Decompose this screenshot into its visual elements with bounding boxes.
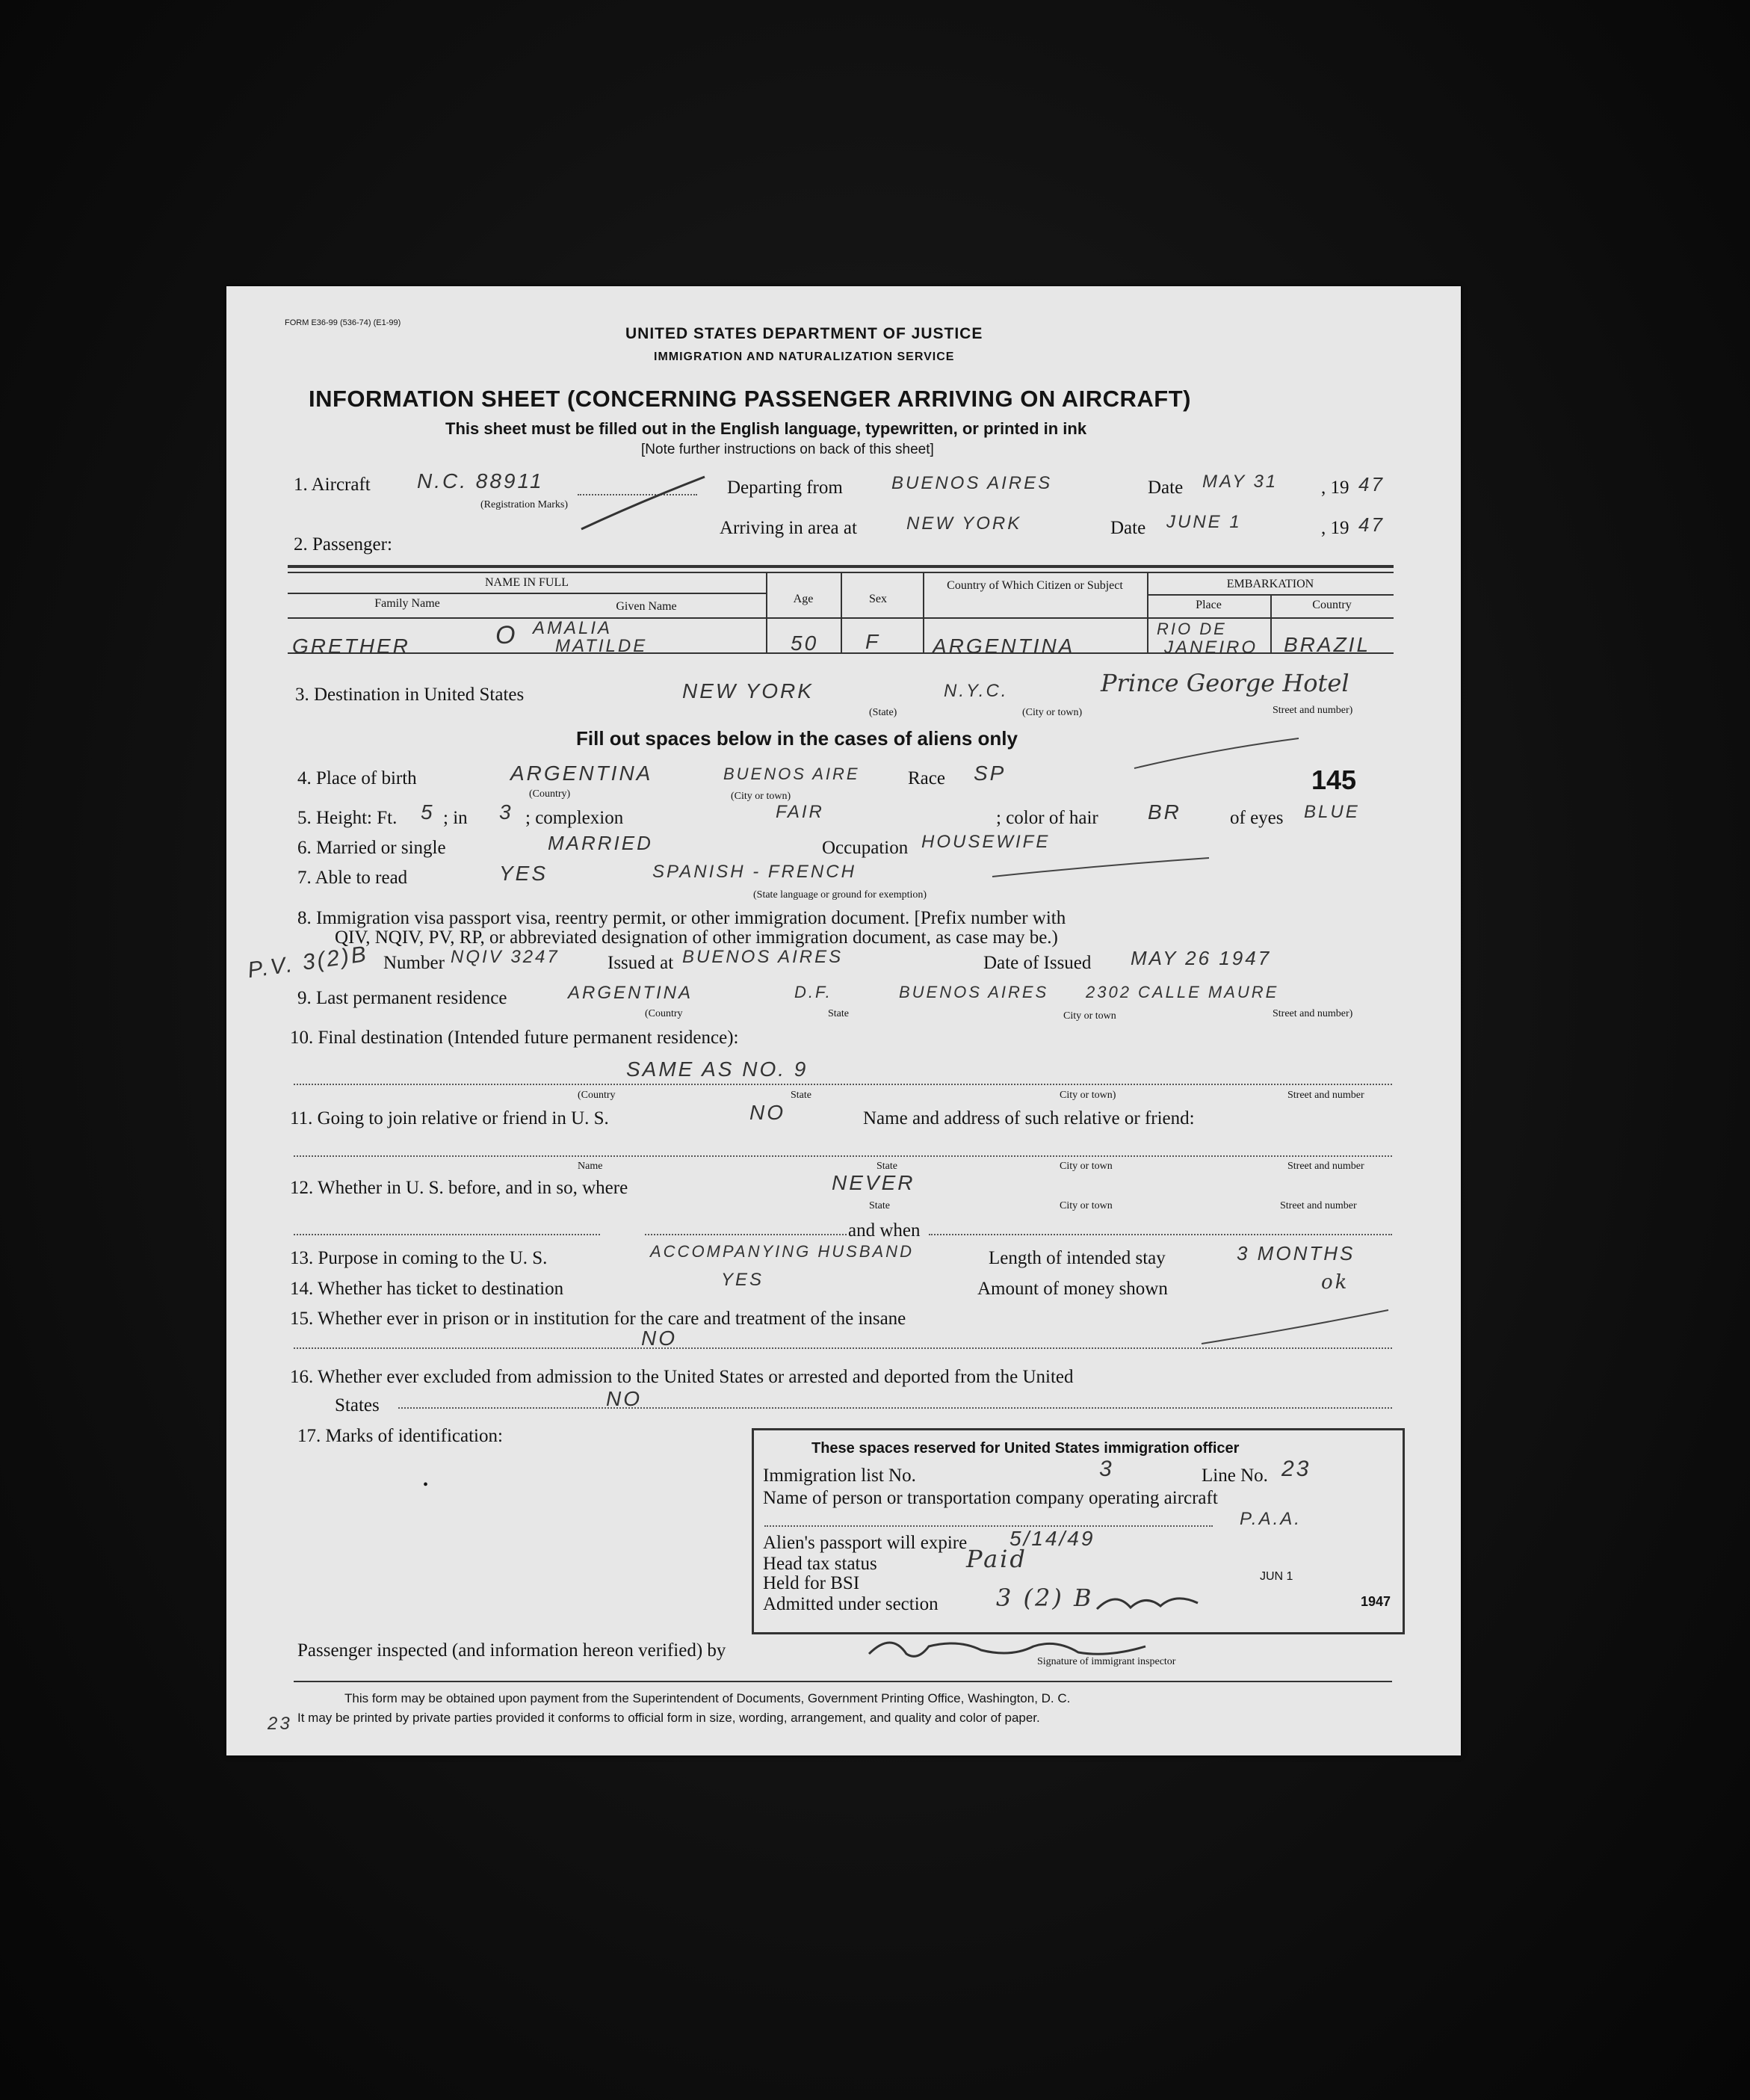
passport-expire-value: 5/14/49 xyxy=(1010,1527,1095,1550)
company-value: P.A.A. xyxy=(1240,1509,1302,1529)
read-languages-value: SPANISH - FRENCH xyxy=(652,862,856,882)
given-name-value-1: AMALIA xyxy=(533,618,613,638)
birth-city-caption: (City or town) xyxy=(731,791,791,802)
given-name-value-2: MATILDE xyxy=(555,636,648,656)
destination-state-value: NEW YORK xyxy=(682,679,814,702)
city-caption: (City or town) xyxy=(1022,707,1083,718)
previous-visit-value: NEVER xyxy=(832,1171,915,1194)
aircraft-pen-stroke xyxy=(578,473,712,533)
race-pen-stroke xyxy=(1131,735,1302,772)
street-caption: Street and number) xyxy=(1273,705,1353,716)
birth-city-value: BUENOS AIRE xyxy=(723,765,860,783)
age-value: 50 xyxy=(791,631,819,655)
form-number: FORM E36-99 (536-74) (E1-99) xyxy=(285,318,401,327)
inspection-label: Passenger inspected (and information hereon verified) by xyxy=(297,1640,726,1661)
arriving-date-label: Date xyxy=(1110,518,1146,538)
join-relative-label: 11. Going to join relative or friend in U. S. xyxy=(290,1108,609,1128)
col-divider-citizen xyxy=(923,572,924,654)
page-title: INFORMATION SHEET (CONCERNING PASSENGER ARRIVING ON AIRCRAFT) xyxy=(309,386,1191,412)
family-name-value: GRETHER xyxy=(292,634,410,658)
excluded-value: NO xyxy=(606,1387,642,1410)
stamped-number: 145 xyxy=(1311,765,1357,795)
destination-street-value: Prince George Hotel xyxy=(1101,669,1349,697)
sex-value: F xyxy=(865,630,881,653)
footer-rule xyxy=(294,1681,1392,1682)
aliens-only-heading: Fill out spaces below in the cases of aliens only xyxy=(576,727,1018,750)
head-tax-value: Paid xyxy=(966,1545,1027,1573)
stamp-year: 1947 xyxy=(1361,1594,1391,1609)
passenger-label: 2. Passenger: xyxy=(294,534,392,555)
previous-street-caption: Street and number xyxy=(1280,1200,1357,1211)
arriving-at-value: NEW YORK xyxy=(906,513,1022,534)
visa-margin-note: P.V. 3(2)B xyxy=(246,941,370,983)
relative-dots xyxy=(294,1155,1392,1157)
final-destination-value: SAME AS NO. 9 xyxy=(626,1057,808,1081)
departing-date-label: Date xyxy=(1148,478,1184,498)
name-in-full-header: NAME IN FULL xyxy=(485,576,569,589)
read-pen-stroke xyxy=(989,854,1213,884)
and-when-label: and when xyxy=(848,1220,921,1241)
company-dots xyxy=(764,1525,1213,1527)
residence-city-value: BUENOS AIRES xyxy=(899,983,1049,1001)
read-label: 7. Able to read xyxy=(297,868,408,888)
complexion-label: ; complexion xyxy=(525,808,624,828)
destination-city-value: N.Y.C. xyxy=(944,681,1009,701)
aircraft-label: 1. Aircraft xyxy=(294,475,371,495)
margin-mark: 23 xyxy=(268,1714,292,1734)
residence-street-value: 2302 CALLE MAURE xyxy=(1086,983,1279,1001)
relative-street-caption: Street and number xyxy=(1287,1161,1364,1172)
col-divider-age xyxy=(766,572,767,654)
table-top-rule xyxy=(288,565,1394,568)
residence-state-value: D.F. xyxy=(794,983,832,1001)
place-value-1: RIO DE xyxy=(1157,620,1227,638)
height-ft-value: 5 xyxy=(421,800,435,824)
immigration-list-value: 3 xyxy=(1099,1457,1114,1481)
hair-label: ; color of hair xyxy=(996,808,1098,828)
admitted-section-label: Admitted under section xyxy=(763,1594,939,1614)
residence-state-caption: State xyxy=(828,1008,849,1019)
final-destination-label: 10. Final destination (Intended future permanent residence): xyxy=(290,1028,739,1048)
birth-country-caption: (Country) xyxy=(529,788,571,800)
stay-label: Length of intended stay xyxy=(989,1248,1166,1268)
visa-date-value: MAY 26 1947 xyxy=(1131,947,1272,969)
relative-state-caption: State xyxy=(876,1161,897,1172)
stay-value: 3 MONTHS xyxy=(1237,1242,1355,1264)
money-value: ok xyxy=(1321,1271,1349,1294)
previous-state-caption: State xyxy=(869,1200,890,1211)
immigration-list-label: Immigration list No. xyxy=(763,1466,916,1486)
age-header: Age xyxy=(793,593,814,605)
occupation-label: Occupation xyxy=(822,838,909,858)
residence-country-caption: (Country xyxy=(645,1008,683,1019)
footer-line-1: This form may be obtained upon payment from the Superintendent of Documents, Government Printing Office, Washington, D. C. xyxy=(344,1691,1071,1705)
line-number-label: Line No. xyxy=(1202,1466,1268,1486)
col-divider-sex xyxy=(841,572,842,654)
previous-dots-3 xyxy=(929,1234,1392,1235)
residence-city-caption: City or town xyxy=(1063,1010,1116,1022)
company-label: Name of person or transportation company operating aircraft xyxy=(763,1488,1218,1508)
read-value: YES xyxy=(499,862,548,885)
purpose-value: ACCOMPANYING HUSBAND xyxy=(650,1242,914,1261)
last-residence-label: 9. Last permanent residence xyxy=(297,988,507,1008)
visa-date-label: Date of Issued xyxy=(983,953,1092,973)
relative-name-label: Name and address of such relative or friend: xyxy=(863,1108,1195,1128)
read-caption: (State language or ground for exemption) xyxy=(753,889,927,901)
birth-country-value: ARGENTINA xyxy=(510,762,653,785)
citizen-value: ARGENTINA xyxy=(933,634,1075,658)
visa-text-1: 8. Immigration visa passport visa, reentry permit, or other immigration document. [Prefix number with xyxy=(297,908,1066,928)
arriving-date-value: JUNE 1 xyxy=(1166,512,1242,532)
final-street-caption: Street and number xyxy=(1287,1090,1364,1101)
arriving-year-value: 47 xyxy=(1358,513,1385,536)
ticket-label: 14. Whether has ticket to destination xyxy=(290,1279,564,1299)
identification-label: 17. Marks of identification: xyxy=(297,1426,503,1446)
country-header: Country xyxy=(1312,599,1352,611)
arriving-year-prefix: , 19 xyxy=(1321,518,1349,538)
passport-expire-label: Alien's passport will expire xyxy=(763,1533,968,1553)
relative-city-caption: City or town xyxy=(1060,1161,1113,1172)
arriving-label: Arriving in area at xyxy=(720,518,857,538)
place-value-2: JANEIRO xyxy=(1164,637,1258,658)
occupation-value: HOUSEWIFE xyxy=(921,832,1051,852)
prison-value: NO xyxy=(641,1327,677,1350)
visa-number-value: NQIV 3247 xyxy=(451,947,560,967)
marital-label: 6. Married or single xyxy=(297,838,446,858)
circle-mark: O xyxy=(495,621,516,649)
instruction-text: This sheet must be filled out in the English language, typewritten, or printed in ink xyxy=(445,419,1087,438)
aircraft-value: N.C. 88911 xyxy=(417,469,544,492)
service-title: IMMIGRATION AND NATURALIZATION SERVICE xyxy=(654,350,955,363)
embarkation-header: EMBARKATION xyxy=(1226,578,1314,590)
complexion-value: FAIR xyxy=(776,802,824,822)
eyes-value: BLUE xyxy=(1304,802,1360,822)
held-bsi-label: Held for BSI xyxy=(763,1573,860,1593)
money-label: Amount of money shown xyxy=(977,1279,1168,1299)
visa-number-label: Number xyxy=(383,953,445,973)
departing-year-value: 47 xyxy=(1358,473,1385,495)
ticket-value: YES xyxy=(721,1270,764,1290)
previous-city-caption: City or town xyxy=(1060,1200,1113,1211)
join-relative-value: NO xyxy=(749,1101,785,1124)
residence-street-caption: Street and number) xyxy=(1273,1008,1353,1019)
race-value: SP xyxy=(974,762,1007,785)
place-header: Place xyxy=(1196,599,1222,611)
name-header-rule xyxy=(288,593,766,594)
relative-name-caption: Name xyxy=(578,1161,603,1172)
family-name-header: Family Name xyxy=(374,597,440,610)
head-tax-label: Head tax status xyxy=(763,1554,877,1574)
marital-value: MARRIED xyxy=(548,832,653,854)
eyes-label: of eyes xyxy=(1230,808,1284,828)
prison-label: 15. Whether ever in prison or in institution for the care and treatment of the insane xyxy=(290,1309,906,1329)
registration-caption: (Registration Marks) xyxy=(480,499,569,510)
final-state-caption: State xyxy=(791,1090,811,1101)
purpose-label: 13. Purpose in coming to the U. S. xyxy=(290,1248,548,1268)
visa-issued-value: BUENOS AIRES xyxy=(682,947,844,967)
race-label: Race xyxy=(908,768,945,788)
departing-from-value: BUENOS AIRES xyxy=(891,473,1053,493)
previous-visit-label: 12. Whether in U. S. before, and in so, where xyxy=(290,1178,628,1198)
officer-box-title: These spaces reserved for United States immigration officer xyxy=(811,1440,1240,1457)
previous-dots-1 xyxy=(294,1234,600,1235)
excluded-dots xyxy=(398,1407,1392,1409)
visa-text-2: QIV, NQIV, PV, RP, or abbreviated designation of other immigration document, as case may be.) xyxy=(335,927,1058,948)
previous-dots-2 xyxy=(645,1234,847,1235)
departing-label: Departing from xyxy=(727,478,843,498)
information-sheet xyxy=(226,286,1461,1755)
admitted-section-value: 3 (2) B xyxy=(996,1584,1094,1612)
visa-issued-label: Issued at xyxy=(607,953,674,973)
height-in-label: ; in xyxy=(443,808,468,828)
departing-date-value: MAY 31 xyxy=(1202,472,1279,492)
department-title: UNITED STATES DEPARTMENT OF JUSTICE xyxy=(625,325,983,342)
note-text: [Note further instructions on back of this sheet] xyxy=(641,442,934,457)
col-divider-country xyxy=(1270,594,1272,654)
ink-dot: • xyxy=(423,1477,429,1493)
embark-country-value: BRAZIL xyxy=(1284,633,1371,656)
final-country-caption: (Country xyxy=(578,1090,616,1101)
citizen-header: Country of Which Citizen or Subject xyxy=(947,579,1123,592)
col-divider-embarkation xyxy=(1147,572,1148,654)
departing-year-prefix: , 19 xyxy=(1321,478,1349,498)
excluded-label-1: 16. Whether ever excluded from admission to the United States or arrested and deported from the United xyxy=(290,1367,1074,1387)
final-destination-dots xyxy=(294,1084,1392,1085)
excluded-label-2: States xyxy=(335,1395,380,1415)
hair-value: BR xyxy=(1148,800,1181,824)
residence-country-value: ARGENTINA xyxy=(568,983,693,1003)
height-in-value: 3 xyxy=(499,800,513,824)
prison-pen-stroke xyxy=(1198,1306,1392,1351)
stamp-month: JUN 1 xyxy=(1260,1570,1293,1583)
inspection-caption: Signature of immigrant inspector xyxy=(1037,1656,1176,1667)
footer-line-2: It may be printed by private parties provided it conforms to official form in size, wording, arrangement, and quality and color of paper. xyxy=(297,1711,1040,1725)
given-name-header: Given Name xyxy=(616,600,677,613)
officer-initials xyxy=(1093,1587,1205,1616)
line-number-value: 23 xyxy=(1281,1457,1311,1481)
destination-label: 3. Destination in United States xyxy=(295,685,525,705)
height-label: 5. Height: Ft. xyxy=(297,808,398,828)
birth-place-label: 4. Place of birth xyxy=(297,768,417,788)
state-caption: (State) xyxy=(869,707,897,718)
sex-header: Sex xyxy=(869,593,887,605)
final-city-caption: City or town) xyxy=(1060,1090,1116,1101)
